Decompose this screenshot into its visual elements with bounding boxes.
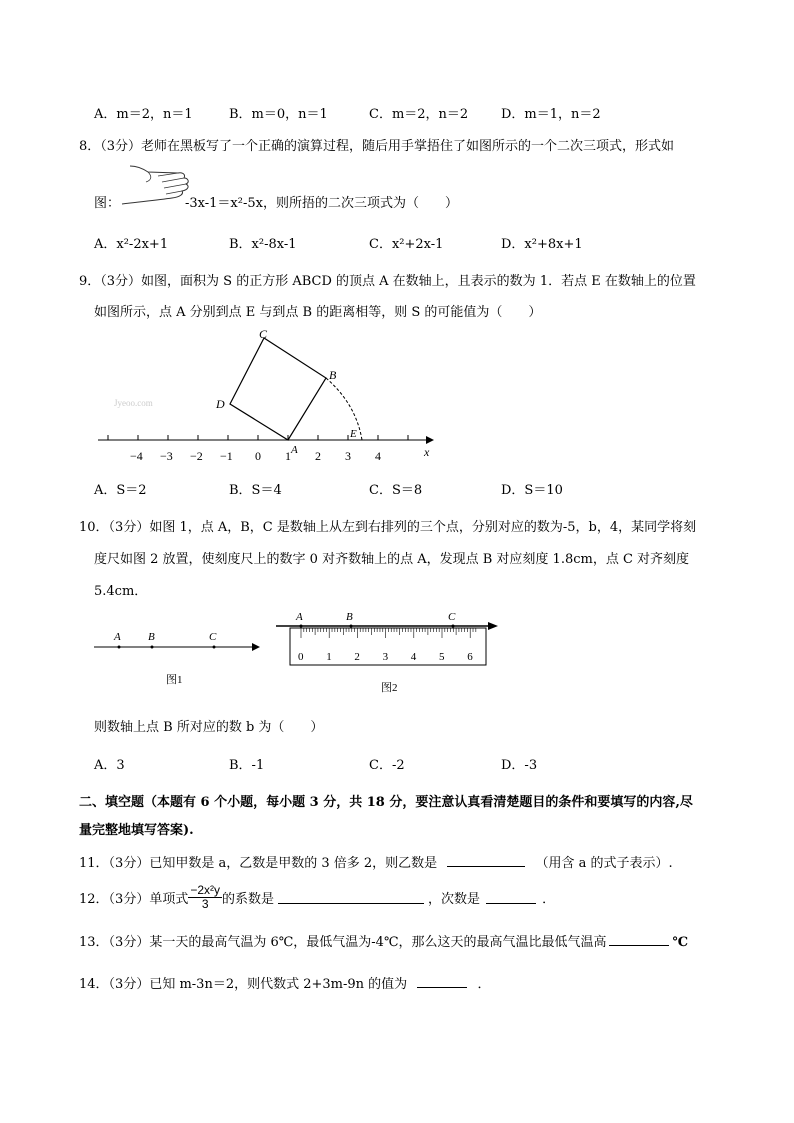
fig1-label-c: C bbox=[209, 631, 217, 643]
fig1-label-a: A bbox=[114, 631, 121, 643]
q10-option-b: B．-1 bbox=[229, 758, 265, 773]
q7-option-c: C．m＝2，n＝2 bbox=[369, 107, 469, 122]
ruler-ticks bbox=[301, 628, 476, 638]
ruler-label: 6 bbox=[467, 651, 473, 663]
axis-ticks bbox=[108, 435, 408, 440]
q11 bbox=[79, 852, 673, 871]
q10-number: 10．（3分） bbox=[79, 520, 150, 535]
ruler-labels bbox=[298, 651, 473, 663]
q11-answer-blank[interactable] bbox=[447, 854, 525, 867]
fig1-label-b: B bbox=[148, 631, 155, 643]
q14-answer-blank[interactable] bbox=[417, 975, 467, 988]
square-abcd bbox=[230, 338, 326, 440]
fig2-label-b: B bbox=[346, 611, 353, 623]
axis-tick-labels bbox=[130, 449, 381, 462]
axis-tick-label: 4 bbox=[375, 449, 381, 462]
q8-stem-line1 bbox=[79, 135, 674, 154]
q10-stem-line1 bbox=[79, 516, 696, 535]
fig2-label-a: A bbox=[296, 611, 303, 623]
q7-option-b: B．m＝0，n＝1 bbox=[229, 107, 328, 122]
axis-tick-label: 3 bbox=[345, 449, 351, 462]
q9-stem-line1 bbox=[79, 270, 696, 289]
ruler-label: 2 bbox=[354, 651, 360, 663]
axis-tick-label: −1 bbox=[220, 449, 233, 462]
q9-figure bbox=[94, 326, 444, 462]
fig2-point-a bbox=[300, 625, 303, 628]
q7-option-d: D．m＝1，n＝2 bbox=[501, 107, 601, 122]
q8-option-b: B．x²-8x-1 bbox=[229, 237, 297, 252]
q14-end: ． bbox=[477, 977, 491, 992]
q13-unit: ℃ bbox=[672, 935, 689, 950]
ruler-label: 5 bbox=[439, 651, 445, 663]
q11-text-1: 已知甲数是 a，乙数是甲数的 3 倍多 2，则乙数是 bbox=[149, 856, 438, 871]
q9-option-a: A．S＝2 bbox=[94, 483, 147, 498]
q9-option-c: C．S＝8 bbox=[369, 483, 423, 498]
fig1-point-a bbox=[118, 646, 121, 649]
point-a-label: A bbox=[291, 444, 298, 456]
point-b-label: B bbox=[329, 368, 337, 382]
section-2-heading-line2: 量完整地填写答案). bbox=[79, 823, 194, 838]
section-2-heading-line1: 二、填空题（本题有 6 个小题，每小题 3 分，共 18 分，要注意认真看清楚题目的条件和要填写的内容,尽 bbox=[79, 795, 693, 810]
q10-figure-1 bbox=[94, 625, 264, 695]
q14-text: 已知 m-3n＝2，则代数式 2+3m-9n 的值为 bbox=[149, 977, 408, 992]
q7-option-a: A．m＝2，n＝1 bbox=[94, 107, 193, 122]
q11-number: 11．（3分） bbox=[79, 856, 150, 871]
ruler-label: 1 bbox=[326, 651, 332, 663]
q8-expression: -3x-1＝x²-5x，则所捂的二次三项式为（ ） bbox=[185, 196, 458, 211]
q9-option-b: B．S＝4 bbox=[229, 483, 282, 498]
axis-tick-label: −2 bbox=[190, 449, 203, 462]
q8-option-a: A．x²-2x+1 bbox=[94, 237, 169, 252]
point-d-label: D bbox=[216, 397, 225, 411]
q10-question: 则数轴上点 B 所对应的数 b 为（ ） bbox=[94, 720, 324, 735]
fig2-label-c: C bbox=[448, 611, 456, 623]
q10-option-c: C．-2 bbox=[369, 758, 405, 773]
axis-tick-label: 2 bbox=[315, 449, 321, 462]
q13-number: 13．（3分） bbox=[79, 935, 150, 950]
ruler-label: 0 bbox=[298, 651, 304, 663]
q9-stem-line2: 如图所示，点 A 分别到点 E 与到点 B 的距离相等，则 S 的可能值为（ ） bbox=[94, 305, 542, 320]
q8-text: 老师在黑板写了一个正确的演算过程，随后用手掌捂住了如图所示的一个二次三项式，形式如 bbox=[141, 139, 675, 154]
q9-number: 9．（3分） bbox=[79, 274, 142, 289]
q11-text-2: （用含 a 的式子表示）. bbox=[535, 856, 673, 871]
point-e-label: E bbox=[350, 428, 357, 440]
q10-text-1: 如图 1，点 A，B，C 是数轴上从左到右排列的三个点，分别对应的数为-5，b，4，某同学将刻 bbox=[149, 520, 697, 535]
q12-fraction bbox=[188, 884, 222, 911]
q12-denominator: 3 bbox=[201, 896, 209, 911]
q8-number: 8．（3分） bbox=[79, 139, 142, 154]
fig1-point-c bbox=[213, 646, 216, 649]
q9-text-1: 如图，面积为 S 的正方形 ABCD 的顶点 A 在数轴上，且表示的数为 1．若点 E 在数轴上的位置 bbox=[141, 274, 696, 289]
q12-end: ． bbox=[542, 891, 556, 907]
q12-coefficient-blank[interactable] bbox=[278, 891, 424, 904]
fig1-arrow-icon bbox=[252, 643, 260, 651]
q14 bbox=[79, 973, 490, 992]
q14-number: 14．（3分） bbox=[79, 977, 150, 992]
fig2-arrow-icon bbox=[488, 622, 498, 630]
q12-degree-blank[interactable] bbox=[486, 891, 536, 904]
q12-number: 12．（3分） bbox=[79, 891, 150, 907]
axis-label: x bbox=[424, 445, 430, 459]
q10-stem-line3: 5.4cm． bbox=[94, 584, 148, 599]
hand-icon bbox=[118, 164, 190, 208]
ruler-label: 4 bbox=[410, 651, 417, 663]
axis-tick-label: 1 bbox=[285, 449, 291, 462]
q13-answer-blank[interactable] bbox=[609, 933, 669, 946]
fig2-point-b bbox=[350, 625, 353, 628]
q8-prefix: 图： bbox=[94, 196, 121, 211]
ruler-label: 3 bbox=[382, 651, 389, 663]
axis-tick-label: −4 bbox=[130, 449, 143, 462]
q8-option-d: D．x²+8x+1 bbox=[501, 237, 583, 252]
watermark: Jyeoo.com bbox=[114, 398, 153, 408]
q10-figure-2 bbox=[276, 606, 501, 696]
q13-text: 某一天的最高气温为 6℃，最低气温为-4℃，那么这天的最高气温比最低气温高 bbox=[149, 935, 607, 950]
point-c-label: C bbox=[259, 327, 268, 341]
fig1-caption: 图1 bbox=[166, 674, 183, 686]
axis-tick-label: 0 bbox=[255, 449, 261, 462]
q12-text-1: 的系数是 bbox=[222, 891, 275, 907]
q12-prefix: 单项式 bbox=[149, 891, 189, 907]
fig2-caption: 图2 bbox=[381, 682, 398, 694]
q8-option-c: C．x²+2x-1 bbox=[369, 237, 444, 252]
q13 bbox=[79, 931, 688, 950]
q9-option-d: D．S＝10 bbox=[501, 483, 563, 498]
q12-text-2: ，次数是 bbox=[428, 891, 481, 907]
axis-tick-label: −3 bbox=[160, 449, 173, 462]
q12 bbox=[79, 877, 555, 917]
q10-option-a: A．3 bbox=[94, 758, 125, 773]
q12-numerator: −2x²y bbox=[190, 882, 221, 897]
fig2-point-c bbox=[452, 625, 455, 628]
fig1-point-b bbox=[151, 646, 154, 649]
q10-option-d: D．-3 bbox=[501, 758, 538, 773]
axis-arrow-icon bbox=[426, 436, 434, 444]
q10-stem-line2: 度尺如图 2 放置，使刻度尺上的数字 0 对齐数轴上的点 A，发现点 B 对应刻度 1.8cm，点 C 对齐刻度 bbox=[94, 552, 690, 567]
